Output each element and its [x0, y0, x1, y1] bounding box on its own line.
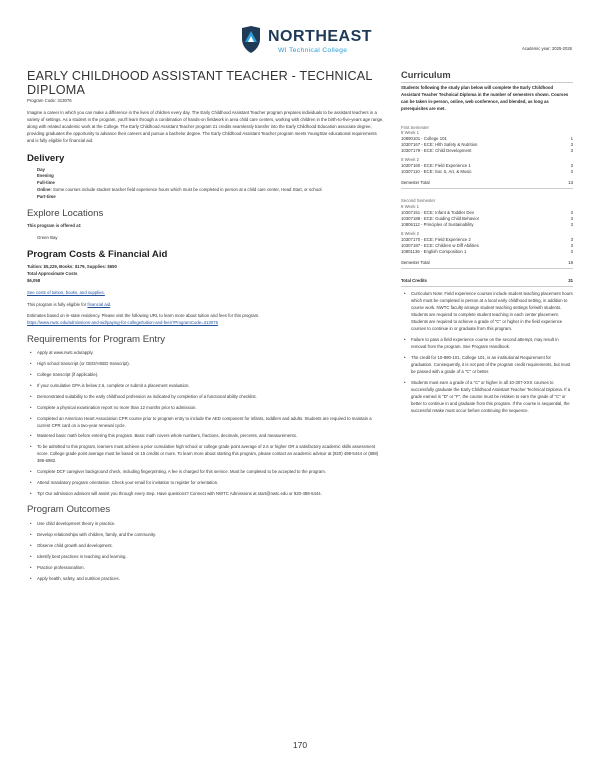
curriculum-column [401, 70, 573, 419]
page-title [27, 70, 385, 97]
semester-total-value: 13 [568, 180, 573, 186]
list-item: • To be admitted to this program, learners must achieve a prior cumulative high school or college grade point average of 2.6 or higher OR a satisfactory academic skills assessment score. College grade point average must be based on 15 credits or more. To learn more about starting this program, please contact an academic advisor at (920) 498-5444 or (888) 385-6982. [27, 444, 385, 465]
locations-heading: Explore Locations [27, 208, 104, 220]
course-name: 10307179 - ECE: Child Development [401, 148, 472, 154]
requirements-list [27, 350, 385, 498]
course-credits: 3 [570, 222, 573, 228]
outcomes-list [27, 521, 385, 583]
divider [401, 188, 573, 189]
delivery-full-time: Full-time [37, 180, 55, 186]
course-name: 10307188 - ECE: Guiding Child Behavior [401, 215, 480, 221]
course-row [401, 169, 573, 175]
course-credits: 3 [570, 236, 573, 242]
requirements-heading: Requirements for Program Entry [27, 334, 166, 346]
list-item: • Complete a physical examination report no more than 12 months prior to admission. [27, 405, 385, 412]
course-name: 10806112 - Principles of Sustainability [401, 222, 474, 228]
course-name: 10801136 - English Composition 1 [401, 249, 467, 255]
shield-logo-icon [240, 25, 262, 55]
delivery-evening: Evening [37, 173, 54, 179]
delivery-heading: Delivery [27, 152, 65, 164]
program-code: Program Code: 313076 [27, 98, 72, 103]
see-costs-link[interactable]: See costs of tuition, books, and supplies. [27, 289, 105, 295]
list-item: • Students must earn a grade of a "C" or higher in all 10-307-XXX courses to successfully graduate the Early Childhood Assistant Teacher Technical Diploma. If a grade earned is "D" or "F", the course must be retaken to earn the grade of "C" or better to continue in and graduate from this program. If the course is sequential, the successful retake must occur before continuing the sequence. [401, 380, 573, 415]
course-row [401, 249, 573, 255]
list-item: • Curriculum Note: Field experience courses include student teaching placement hours which must be completed in person at a local early childhood setting, in addition to course work. NWTC faculty arrange student teaching settings for/with students. Students are required to complete student teaching in each center placement. Students are required to achieve a grade of "C" or higher in the field experience courses to continue in or graduate from this program. [401, 291, 573, 333]
week-label: 8 Week 1 [401, 130, 420, 136]
list-item: • Apply at www.nwtc.edu/apply. [27, 350, 385, 357]
semester-total-value: 18 [568, 260, 573, 266]
aid-prefix: This program is fully eligible for [27, 301, 88, 307]
aid-suffix: . [110, 301, 112, 307]
total-credits-label: Total Credits [401, 278, 427, 284]
week-label: 8 Week 1 [401, 204, 420, 210]
course-credits: 3 [570, 169, 573, 175]
list-item: • Complete DCF caregiver background check, including fingerprinting. A fee is charged for this service. Must be completed to be accepted to the program. [27, 469, 385, 476]
week-label: 8 Week 2 [401, 157, 420, 163]
semester-total [401, 180, 573, 186]
course-credits: 3 [570, 163, 573, 169]
page-number: 170 [292, 740, 308, 750]
location-green-bay[interactable]: Green Bay [37, 234, 58, 240]
total-costs-value: $6,058 [27, 277, 41, 283]
delivery-day: Day [37, 166, 45, 172]
divider [401, 82, 573, 83]
course-name: 10307167 - ECE: Hlth Safety & Nutrition [401, 142, 478, 148]
total-credits-value: 31 [568, 278, 573, 284]
list-item: • Observe child growth and development. [27, 543, 385, 550]
list-item: • Attend mandatory program orientation. Check your email for invitation to register for orientation. [27, 480, 385, 487]
online-text: Some courses include student teacher field experience hours which must be completed in person at a child care center, Head Start, or school. [51, 187, 323, 193]
divider [401, 286, 573, 287]
tuition-url-link[interactable]: https://www.nwtc.edu/admissions-and-aid/paying-for-college/tuition-and-fees?ProgramCode=313076 [27, 320, 218, 326]
course-credits: 1 [570, 135, 573, 141]
estimate-note: Estimates based on in-state residency. Please visit the following URL to learn more about tuition and fees for this program. [27, 313, 260, 319]
brand-name: NORTHEAST [268, 28, 373, 45]
curriculum-heading: Curriculum [401, 70, 451, 80]
course-row [401, 148, 573, 154]
course-row [401, 222, 573, 228]
brand-subtitle: WI Technical College [278, 47, 348, 54]
list-item: • If your cumulative GPA is below 2.6, complete or submit a placement evaluation. [27, 383, 385, 390]
semester-total [401, 260, 573, 266]
delivery-list [27, 167, 385, 202]
title-line-1: EARLY CHILDHOOD ASSISTANT TEACHER - TECHNICAL [27, 69, 373, 83]
semester-heading: First Semester [401, 124, 429, 130]
semester-heading: Second Semester [401, 198, 436, 204]
course-name: 10307160 - ECE: Field Experience 1 [401, 163, 471, 169]
week-label: 8 Week 2 [401, 231, 420, 237]
online-label: Online: [37, 187, 52, 193]
costs-heading: Program Costs & Financial Aid [27, 248, 168, 260]
page-header [0, 0, 600, 64]
course-credits: 3 [570, 215, 573, 221]
financial-aid-line [27, 302, 385, 309]
list-item: • Tip! Our admission advisors will assist you through every step. Have questions? Connect with NWTC Admissions at start@nwtc.edu or 920-498-5444. [27, 491, 385, 498]
list-item: • Practice professionalism. [27, 565, 385, 572]
college-logo [240, 24, 373, 58]
list-item: • College transcript (if applicable). [27, 372, 385, 379]
list-item: • High school transcript (or GED/HSED transcript). [27, 361, 385, 368]
delivery-online [37, 187, 385, 194]
course-credits: 3 [570, 209, 573, 215]
list-item: • Identify best practices in teaching and learning. [27, 554, 385, 561]
left-column [27, 70, 385, 587]
course-name: 10307187 - ECE: Children w Diff Abilities [401, 243, 479, 249]
semester-total-label: Semester Total [401, 180, 430, 186]
list-item: • Completed an American Heart Association CPR course prior to program entry to include the AED component for infants, toddlers and adults. Students are required to maintain a current CPR card on a two-year renewal cycle. [27, 416, 385, 430]
list-item: • Demonstrated suitability to the early childhood profession as indicated by completion of a functional ability checklist. [27, 394, 385, 401]
list-item: • Use child development theory in practice. [27, 521, 385, 528]
course-credits: 3 [570, 148, 573, 154]
curriculum-intro: Students following the study plan below will complete the Early Childhood Assistant Teacher Technical Diploma in the number of semesters shown. Courses can be taken in-person, online, web conference, and blended, as long as prerequisites are met. [401, 85, 569, 111]
course-credits: 3 [570, 249, 573, 255]
course-name: 10307110 - ECE: Soc S, Art, & Music [401, 169, 472, 175]
offered-at: This program is offered at: [27, 223, 82, 229]
total-costs-label: Total Approximate Costs [27, 270, 78, 276]
list-item: • Develop relationships with children, family, and the community. [27, 532, 385, 539]
financial-aid-link[interactable]: financial aid [87, 301, 111, 307]
list-item: • Apply health, safety, and nutrition practices. [27, 576, 385, 583]
list-item: • Failure to pass a field experience course on the second attempt, may result in removal from the program. See Program Handbook. [401, 337, 573, 351]
total-credits [401, 278, 573, 284]
list-item: • Mastered basic math before entering this program. Basic math covers whole numbers, fractions, decimals, percents, and measurements. [27, 433, 385, 440]
list-item: • The credit for 10-890-101, College 101, is an institutional Requirement for graduation. Consequently, it is not part of the program credit requirements, but must be passed with a grade of a "C" or better. [401, 355, 573, 376]
course-credits: 3 [570, 142, 573, 148]
title-line-2: DIPLOMA [27, 82, 86, 97]
course-name: 10307170 - ECE: Field Experience 2 [401, 236, 471, 242]
course-credits: 3 [570, 243, 573, 249]
course-name: 10307151 - ECE: Infant & Toddler Dev [401, 209, 475, 215]
curriculum-notes [401, 291, 573, 414]
program-intro: Imagine a career in which you can make a difference in the lives of children every day. The Early Childhood Assistant Teacher program prepares individuals to be assistant teachers in a variety of settings. As a student in the program, you'll learn through a combination of hands-on fieldwork in area child care centers, working with children in the birth-to-five-years age range, along with related academic work at the College. The Early Childhood Assistant Teacher program 21 credits seamlessly transfer into the Early Childhood Education associate degree, providing graduates the opportunity to advance their careers and pursue a bachelor degree. The Early Childhood Assistant Teacher program meets YoungStar educational requirements and is fully eligible for financial aid. [27, 110, 384, 143]
tuition-costs: Tuition: $5,229, Books: $179, Supplies: $650 [27, 263, 117, 269]
outcomes-heading: Program Outcomes [27, 503, 111, 515]
course-name: 10890101 - College 101 [401, 135, 447, 141]
academic-year: Academic year: 2025-2026 [521, 46, 572, 51]
divider [401, 268, 573, 269]
delivery-part-time: Part-time [37, 194, 56, 200]
semester-total-label: Semester Total [401, 260, 430, 266]
